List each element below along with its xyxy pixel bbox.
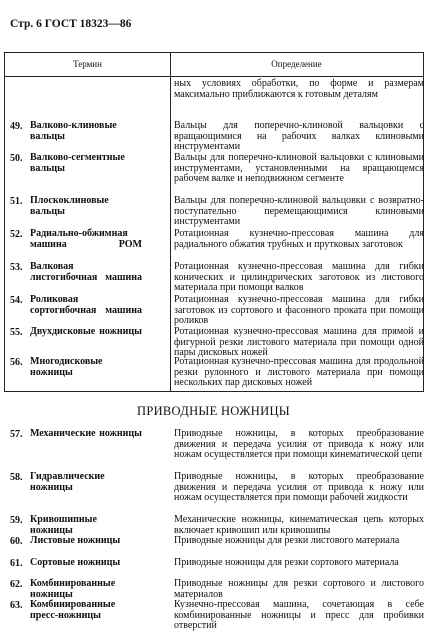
entry-definition: Ротационная кузнечно-прессовая машина для гибки заготовок из сортового и фасонного проката при помощи роликов [174,294,424,327]
entry-term: Валковая листогибочная машина [30,261,142,283]
entry-definition: Кузнечно-прессовая машина, сочетающая в себе комбинированные ножницы и пресс для пробивки отверстий [174,599,424,632]
entry-definition: Ротационная кузнечно-прессовая машина для радиального обжатия трубных и прутковых заготовок [174,228,424,250]
entry-definition: Приводные ножницы для резки сортового и листового материалов [174,578,424,600]
entry-definition: Вальцы для поперечно-клиновой вальцовки с вращающимися на рабочих валках клиновыми инструментами [174,120,424,153]
entry-number: 61. [10,558,23,569]
entry-definition: Приводные ножницы для резки сортового материала [174,557,399,568]
entry-number: 49. [10,121,23,132]
entry-term: Листовые ножницы [30,535,121,546]
entry-number: 62. [10,579,23,590]
entry-number: 50. [10,153,23,164]
entry-term: Кривошипные ножницы [30,514,97,536]
entry-term: Сортовые ножницы [30,557,121,568]
entry-term: Гидравлические ножницы [30,471,105,493]
continuation-text: ных условиях обработки, по форме и размерам максимально приближаются к готовым деталям [174,78,424,100]
entry-definition: Вальцы для поперечно-клиновой вальцовки с возвратно-поступательно перемещающимися клиновыми инструментами [174,195,424,228]
entry-definition: Ротационная кузнечно-прессовая машина для гибки конических и цилиндрических заготовок из листового материала при помощи валков [174,261,424,294]
entry-number: 53. [10,262,23,273]
page-header: Стр. 6 ГОСТ 18323—86 [10,18,132,30]
entry-term: Роликовая сортогибочная машина [30,294,142,316]
entry-definition: Ротационная кузнечно-прессовая машина для прямой и фигурной резки листового материала при помощи одной пары дисковых ножей [174,326,424,359]
section-title: ПРИВОДНЫЕ НОЖНИЦЫ [137,404,290,418]
entry-term: Плоскоклиновые вальцы [30,195,109,217]
entry-number: 58. [10,472,23,483]
entry-number: 55. [10,327,23,338]
column-header-definition: Определение [271,59,322,69]
entry-term: Радиально-обжимная машина РОМ [30,228,142,250]
entry-term: Валково-сегментные вальцы [30,152,125,174]
entry-number: 52. [10,229,23,240]
column-header-term: Термин [73,59,102,69]
entry-number: 59. [10,515,23,526]
entry-term: Многодисковые ножницы [30,356,103,378]
entry-number: 56. [10,357,23,368]
entry-definition: Приводные ножницы для резки листового материала [174,535,400,546]
entry-definition: Механические ножницы, кинематическая цепь которых включает кривошип или кривошипы [174,514,424,536]
entry-term: Валково-клиновые вальцы [30,120,117,142]
entry-number: 63. [10,600,23,611]
entry-number: 54. [10,295,23,306]
entry-term: Комбинированные ножницы [30,578,116,600]
entry-term: Комбинированные пресс-ножницы [30,599,116,621]
entry-definition: Приводные ножницы, в которых преобразование движения и передача усилия от привода к ножу или ножам осуществляется при помощи рабочей жидкости [174,471,424,504]
entry-definition: Вальцы для поперечно-клиновой вальцовки с клиновыми инструментами, установленными на вращающемся рабочем валке и неподвижном сегменте [174,152,424,185]
entry-number: 57. [10,429,23,440]
column-divider [170,53,171,391]
entry-number: 51. [10,196,23,207]
entry-number: 60. [10,536,23,547]
entry-term: Механические ножницы [30,428,142,439]
entry-term: Двухдисковые ножницы [30,326,142,337]
entry-definition: Ротационная кузнечно-прессовая машина для продольной резки рулонного и листового материала при помощи нескольких пар дисковых ножей [174,356,424,389]
header-divider [5,76,423,77]
entry-definition: Приводные ножницы, в которых преобразование движения и передача усилия от привода к ножу или ножам осуществляется при помощи кинематической цепи [174,428,424,461]
